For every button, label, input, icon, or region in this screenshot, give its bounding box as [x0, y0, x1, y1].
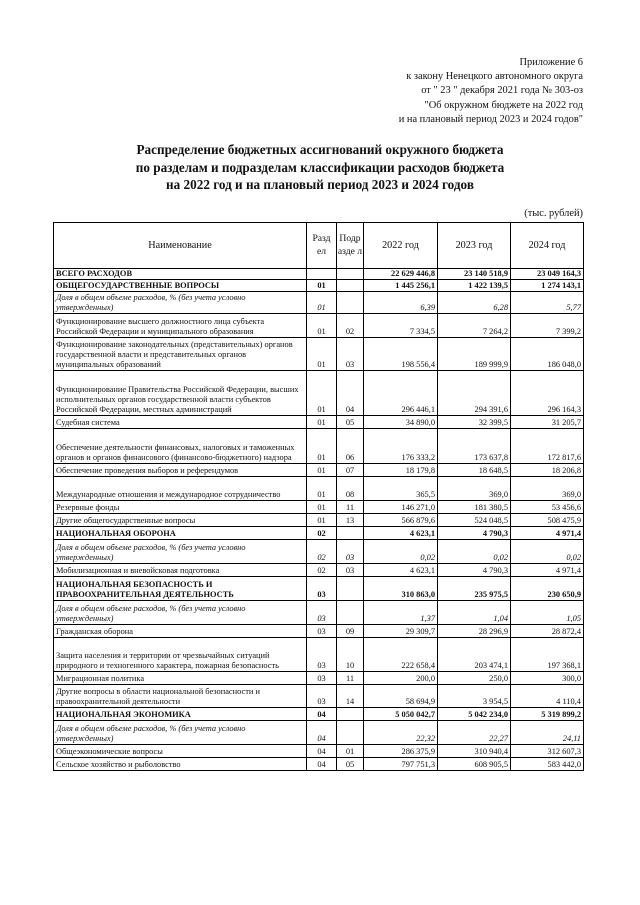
appendix-line: Приложение 6: [519, 57, 583, 68]
row-value-2022: 22 629 446,8: [364, 269, 438, 280]
row-value-2023: 173 637,8: [438, 429, 511, 464]
row-value-2022: 4 623,1: [364, 527, 438, 540]
row-value-2024: 31 205,7: [511, 416, 584, 429]
row-value-2022: 146 271,0: [364, 501, 438, 514]
row-value-2024: 369,0: [511, 477, 584, 501]
row-value-2024: 172 817,6: [511, 429, 584, 464]
header-2024: 2024 год: [511, 223, 584, 269]
row-value-2024: 4 971,4: [511, 564, 584, 577]
row-section: 02: [307, 527, 337, 540]
row-value-2024: 18 206,8: [511, 464, 584, 477]
table-row: [54, 685, 584, 708]
row-section: 01: [307, 292, 337, 314]
table-row: [54, 540, 584, 564]
row-value-2023: 6,28: [438, 292, 511, 314]
row-name: Общеэкономические вопросы: [54, 745, 307, 758]
row-value-2024: 53 456,6: [511, 501, 584, 514]
row-section: 03: [307, 685, 337, 708]
table-row: [54, 477, 584, 501]
row-subsection: [337, 577, 364, 601]
row-name: Мобилизационная и вневойсковая подготовка: [54, 564, 307, 577]
table-row: [54, 758, 584, 771]
row-value-2024: 5 319 899,2: [511, 708, 584, 721]
row-name: Доля в общем объеме расходов, % (без учета условно утвержденных): [54, 721, 307, 745]
row-section: 01: [307, 477, 337, 501]
row-value-2024: 23 049 164,3: [511, 269, 584, 280]
row-name: Международные отношения и международное сотрудничество: [54, 477, 307, 501]
row-section: 01: [307, 514, 337, 527]
row-name: Другие общегосударственные вопросы: [54, 514, 307, 527]
table-row: [54, 638, 584, 672]
units-label: (тыс. рублей): [524, 208, 583, 219]
table-row: [54, 371, 584, 416]
row-subsection: 05: [337, 416, 364, 429]
row-value-2022: 200,0: [364, 672, 438, 685]
row-value-2024: 4 110,4: [511, 685, 584, 708]
appendix-line: "Об окружном бюджете на 2022 год: [424, 99, 583, 111]
row-value-2022: 198 556,4: [364, 338, 438, 371]
row-value-2024: 300,0: [511, 672, 584, 685]
table-row: [54, 577, 584, 601]
table-row: [54, 721, 584, 745]
row-value-2023: 181 380,5: [438, 501, 511, 514]
row-section: 04: [307, 745, 337, 758]
table-row: [54, 564, 584, 577]
row-name: Обеспечение деятельности финансовых, налоговых и таможенных органов и органов финансового (финансово-бюджетного) надзора: [54, 429, 307, 464]
row-value-2023: 235 975,5: [438, 577, 511, 601]
row-value-2022: 5 050 042,7: [364, 708, 438, 721]
table-row: [54, 338, 584, 371]
row-value-2023: 1,04: [438, 601, 511, 625]
row-name: НАЦИОНАЛЬНАЯ ОБОРОНА: [54, 527, 307, 540]
header-section: Разд ел: [307, 223, 337, 269]
table-row: [54, 514, 584, 527]
row-value-2023: 23 140 518,9: [438, 269, 511, 280]
row-name: Сельское хозяйство и рыболовство: [54, 758, 307, 771]
row-value-2024: 1 274 143,1: [511, 280, 584, 292]
row-value-2024: 1,05: [511, 601, 584, 625]
row-value-2023: 4 790,3: [438, 527, 511, 540]
row-subsection: 05: [337, 758, 364, 771]
table-row: [54, 314, 584, 338]
row-value-2023: 250,0: [438, 672, 511, 685]
row-value-2024: 0,02: [511, 540, 584, 564]
row-subsection: 14: [337, 685, 364, 708]
row-section: 04: [307, 721, 337, 745]
table-row: [54, 601, 584, 625]
row-value-2023: 1 422 139,5: [438, 280, 511, 292]
row-name: Функционирование высшего должностного лица субъекта Российской Федерации и муниципального образования: [54, 314, 307, 338]
row-subsection: 06: [337, 429, 364, 464]
row-value-2023: 22,27: [438, 721, 511, 745]
table-row: [54, 429, 584, 464]
row-name: ВСЕГО РАСХОДОВ: [54, 269, 307, 280]
row-subsection: 08: [337, 477, 364, 501]
row-subsection: 04: [337, 371, 364, 416]
row-value-2024: 5,77: [511, 292, 584, 314]
header-subsection: Подр азде л: [337, 223, 364, 269]
row-subsection: [337, 269, 364, 280]
table-row: [54, 269, 584, 280]
row-section: 01: [307, 464, 337, 477]
row-subsection: 03: [337, 540, 364, 564]
document-title: [0, 141, 640, 194]
row-subsection: 09: [337, 625, 364, 638]
row-value-2023: 5 042 234,0: [438, 708, 511, 721]
row-value-2024: 7 399,2: [511, 314, 584, 338]
table-row: [54, 527, 584, 540]
row-section: 03: [307, 601, 337, 625]
row-value-2024: 296 164,3: [511, 371, 584, 416]
row-value-2022: 310 863,0: [364, 577, 438, 601]
table-row: [54, 625, 584, 638]
row-subsection: [337, 292, 364, 314]
title-line: на 2022 год и на плановый период 2023 и 2024 годов: [166, 177, 474, 192]
row-value-2022: 1 445 256,1: [364, 280, 438, 292]
row-name: Другие вопросы в области национальной безопасности и правоохранительной деятельности: [54, 685, 307, 708]
row-value-2023: 203 474,1: [438, 638, 511, 672]
row-section: 04: [307, 708, 337, 721]
row-value-2024: 230 650,9: [511, 577, 584, 601]
row-section: 01: [307, 371, 337, 416]
row-value-2022: 296 446,1: [364, 371, 438, 416]
row-name: Судебная система: [54, 416, 307, 429]
table-row: [54, 416, 584, 429]
row-value-2022: 7 334,5: [364, 314, 438, 338]
row-name: Резервные фонды: [54, 501, 307, 514]
table-row: [54, 292, 584, 314]
row-name: Функционирование Правительства Российской Федерации, высших исполнительных органов государственной власти субъектов Российской Федерации, местных администраций: [54, 371, 307, 416]
table-row: [54, 745, 584, 758]
row-section: [307, 269, 337, 280]
row-subsection: 11: [337, 672, 364, 685]
row-name: Защита населения и территории от чрезвычайных ситуаций природного и техногенного характера, пожарная безопасность: [54, 638, 307, 672]
row-subsection: 10: [337, 638, 364, 672]
row-value-2022: 29 309,7: [364, 625, 438, 638]
row-value-2024: 583 442,0: [511, 758, 584, 771]
row-value-2022: 4 623,1: [364, 564, 438, 577]
row-value-2023: 189 999,9: [438, 338, 511, 371]
row-name: НАЦИОНАЛЬНАЯ ЭКОНОМИКА: [54, 708, 307, 721]
row-value-2022: 365,5: [364, 477, 438, 501]
row-value-2022: 797 751,3: [364, 758, 438, 771]
row-subsection: 01: [337, 745, 364, 758]
row-value-2024: 197 368,1: [511, 638, 584, 672]
row-value-2022: 1,37: [364, 601, 438, 625]
table-header-row: [54, 223, 584, 269]
row-subsection: [337, 708, 364, 721]
row-value-2024: 4 971,4: [511, 527, 584, 540]
row-value-2024: 28 872,4: [511, 625, 584, 638]
row-section: 01: [307, 280, 337, 292]
row-subsection: 11: [337, 501, 364, 514]
title-line: Распределение бюджетных ассигнований окружного бюджета: [136, 142, 504, 157]
row-value-2023: 18 648,5: [438, 464, 511, 477]
row-value-2022: 34 890,0: [364, 416, 438, 429]
row-value-2022: 222 658,4: [364, 638, 438, 672]
row-section: 01: [307, 338, 337, 371]
row-value-2022: 0,02: [364, 540, 438, 564]
row-section: 03: [307, 638, 337, 672]
budget-table: [53, 222, 584, 771]
row-section: 01: [307, 501, 337, 514]
row-section: 04: [307, 758, 337, 771]
row-value-2023: 310 940,4: [438, 745, 511, 758]
row-subsection: [337, 527, 364, 540]
row-name: Доля в общем объеме расходов, % (без учета условно утвержденных): [54, 540, 307, 564]
row-subsection: [337, 721, 364, 745]
header-2023: 2023 год: [438, 223, 511, 269]
appendix-line: и на плановый период 2023 и 2024 годов": [398, 113, 583, 125]
row-section: 03: [307, 577, 337, 601]
row-section: 03: [307, 672, 337, 685]
title-line: по разделам и подразделам классификации расходов бюджета: [135, 159, 505, 175]
table-row: [54, 464, 584, 477]
row-subsection: [337, 601, 364, 625]
header-name: Наименование: [54, 223, 307, 269]
row-value-2023: 524 048,5: [438, 514, 511, 527]
row-value-2023: 32 399,5: [438, 416, 511, 429]
table-row: [54, 280, 584, 292]
row-subsection: 03: [337, 338, 364, 371]
row-name: Гражданская оборона: [54, 625, 307, 638]
appendix-header: [263, 56, 583, 127]
row-section: 01: [307, 314, 337, 338]
row-value-2022: 566 879,6: [364, 514, 438, 527]
row-name: ОБЩЕГОСУДАРСТВЕННЫЕ ВОПРОСЫ: [54, 280, 307, 292]
row-value-2023: 0,02: [438, 540, 511, 564]
row-value-2023: 369,0: [438, 477, 511, 501]
row-section: 01: [307, 416, 337, 429]
row-name: НАЦИОНАЛЬНАЯ БЕЗОПАСНОСТЬ И ПРАВООХРАНИТЕЛЬНАЯ ДЕЯТЕЛЬНОСТЬ: [54, 577, 307, 601]
row-subsection: 07: [337, 464, 364, 477]
row-value-2022: 6,39: [364, 292, 438, 314]
appendix-line: к закону Ненецкого автономного округа: [406, 71, 583, 83]
appendix-line: от " 23 " декабря 2021 года № 303-оз: [421, 85, 583, 97]
row-value-2023: 3 954,5: [438, 685, 511, 708]
row-name: Миграционная политика: [54, 672, 307, 685]
row-value-2022: 176 333,2: [364, 429, 438, 464]
header-2022: 2022 год: [364, 223, 438, 269]
table-row: [54, 501, 584, 514]
row-value-2022: 286 375,9: [364, 745, 438, 758]
row-subsection: 13: [337, 514, 364, 527]
row-value-2023: 28 296,9: [438, 625, 511, 638]
row-value-2023: 4 790,3: [438, 564, 511, 577]
row-value-2022: 18 179,8: [364, 464, 438, 477]
row-section: 03: [307, 625, 337, 638]
row-subsection: [337, 280, 364, 292]
table-row: [54, 708, 584, 721]
row-value-2023: 7 264,2: [438, 314, 511, 338]
row-name: Доля в общем объеме расходов, % (без учета условно утвержденных): [54, 601, 307, 625]
row-value-2022: 58 694,9: [364, 685, 438, 708]
row-section: 01: [307, 429, 337, 464]
row-value-2024: 24,11: [511, 721, 584, 745]
row-value-2024: 186 048,0: [511, 338, 584, 371]
row-value-2022: 22,32: [364, 721, 438, 745]
row-subsection: 03: [337, 564, 364, 577]
row-name: Функционирование законодательных (представительных) органов государственной власти и представительных органов муниципальных образований: [54, 338, 307, 371]
table-row: [54, 672, 584, 685]
row-section: 02: [307, 540, 337, 564]
row-value-2024: 508 475,9: [511, 514, 584, 527]
row-subsection: 02: [337, 314, 364, 338]
row-name: Доля в общем объеме расходов, % (без учета условно утвержденных): [54, 292, 307, 314]
row-name: Обеспечение проведения выборов и референдумов: [54, 464, 307, 477]
row-value-2023: 294 391,6: [438, 371, 511, 416]
row-value-2023: 608 905,5: [438, 758, 511, 771]
row-section: 02: [307, 564, 337, 577]
row-value-2024: 312 607,3: [511, 745, 584, 758]
